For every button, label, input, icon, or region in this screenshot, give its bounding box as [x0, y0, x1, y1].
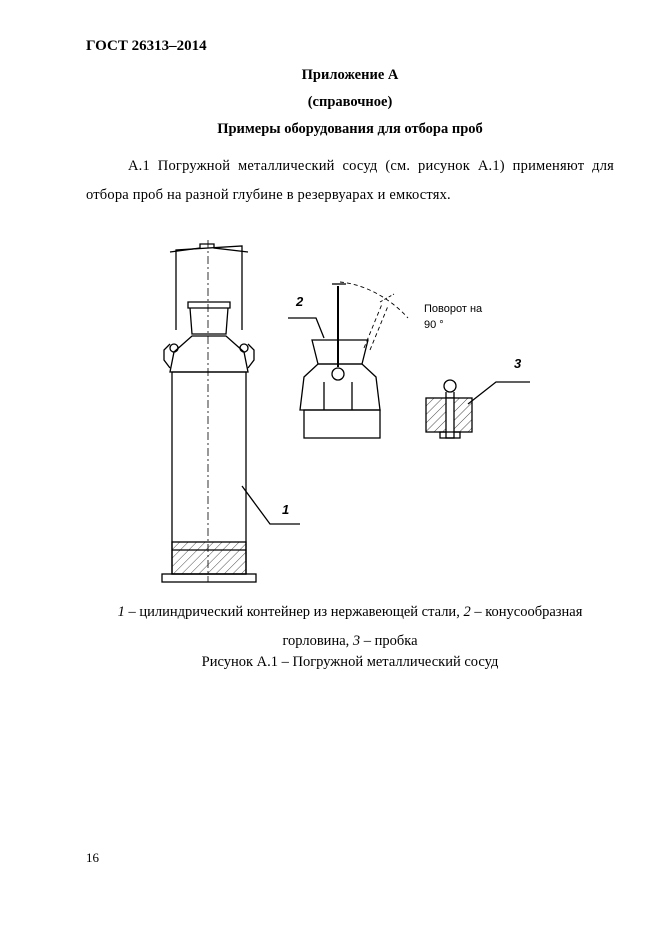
plug-detail — [426, 380, 472, 438]
vessel-drawing — [150, 232, 550, 592]
legend-num-3: 3 — [352, 633, 361, 649]
legend-text-2: – конусообразная горловина, — [282, 604, 583, 649]
body-paragraph: А.1 Погружной металлический сосуд (см. рисунок А.1) применяют для отбора проб на разной глубине в резервуарах и емкостях. — [86, 158, 614, 203]
legend-text-3: – пробка — [360, 633, 418, 649]
legend-num-1: 1 — [117, 604, 125, 620]
appendix-type: (справочное) — [307, 94, 393, 110]
label-2: 2 — [296, 294, 304, 309]
leader-3 — [468, 382, 530, 404]
rotation-note-line1: Поворот на — [424, 303, 483, 315]
figure-a1 — [150, 232, 550, 592]
leader-1 — [242, 486, 300, 524]
legend-text-1: – цилиндрический контейнер из нержавеющей стали, — [124, 604, 464, 620]
appendix-title: Приложение А — [301, 67, 399, 83]
main-vessel — [162, 240, 256, 582]
neck-detail — [300, 282, 408, 438]
rotation-note-line2: 90 ° — [424, 319, 444, 331]
figure-legend — [86, 598, 614, 656]
leader-2 — [288, 318, 324, 338]
label-1: 1 — [282, 502, 290, 517]
appendix-heading: Примеры оборудования для отбора проб — [217, 121, 483, 137]
standard-header: ГОСТ 26313–2014 — [86, 38, 207, 54]
label-3: 3 — [514, 356, 522, 371]
figure-caption: Рисунок А.1 – Погружной металлический сосуд — [201, 654, 499, 670]
page-number: 16 — [86, 850, 99, 865]
legend-num-2: 2 — [463, 604, 471, 620]
